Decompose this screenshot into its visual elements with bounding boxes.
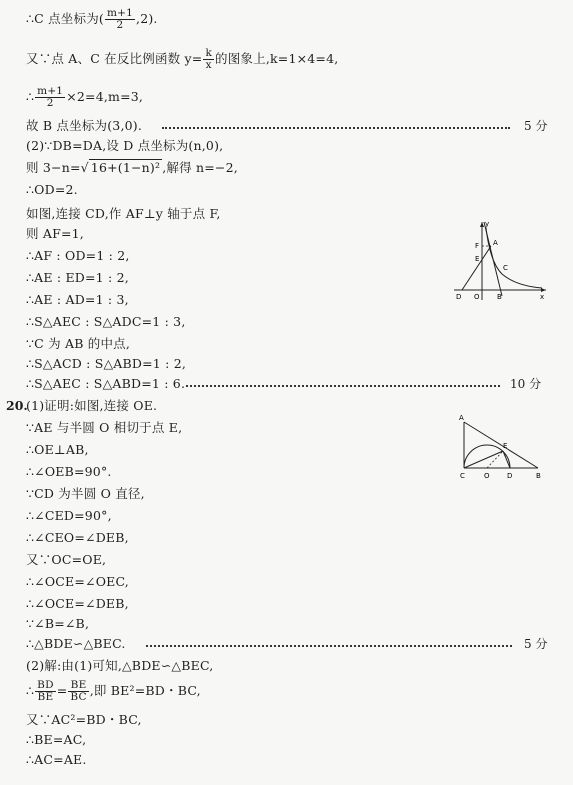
text: ,2). xyxy=(136,11,158,26)
numerator: m+1 xyxy=(106,7,134,19)
line-ac-ae: ∴AC=AE. xyxy=(26,752,87,767)
text: 又∵点 A、C 在反比例函数 y= xyxy=(26,51,203,66)
text: ×2=4,m=3, xyxy=(66,89,144,104)
line-area-ratio-2: ∴S△ACD : S△ABD=1 : 2, xyxy=(26,356,187,371)
text: ∴ xyxy=(26,89,35,104)
line-perpendicular: ∴OE⊥AB, xyxy=(26,442,89,457)
line-midpoint: ∵C 为 AB 的中点, xyxy=(26,336,131,351)
fraction xyxy=(105,8,135,31)
axis-label-y: y xyxy=(485,220,490,228)
line-part2-solution: (2)解:由(1)可知,△BDE∽△BEC, xyxy=(26,658,214,673)
point-label-e: E xyxy=(503,442,508,450)
line-oc-oe: 又∵OC=OE, xyxy=(26,552,107,567)
text: 则 3−n= xyxy=(26,160,81,175)
fraction xyxy=(68,680,88,703)
line-angle-oeb: ∴∠OEB=90°. xyxy=(26,464,112,479)
line-ratio-ae-ed: ∴AE : ED=1 : 2, xyxy=(26,270,129,285)
score-label: 5 分 xyxy=(524,119,548,133)
question-number: 20. xyxy=(6,398,28,413)
line-af: 则 AF=1, xyxy=(26,226,84,241)
line-diameter: ∵CD 为半圆 O 直径, xyxy=(26,486,145,501)
square-root: 16+(1−n)² xyxy=(90,160,161,175)
score-label: 5 分 xyxy=(524,637,548,651)
numerator: BE xyxy=(68,680,88,692)
score-label: 10 分 xyxy=(510,377,542,391)
line-c-coordinate xyxy=(26,8,158,31)
denominator: BE xyxy=(37,691,54,703)
line-angle-ced: ∴∠CED=90°, xyxy=(26,508,112,523)
leader-dots xyxy=(146,645,512,649)
text: ∴ xyxy=(26,683,35,698)
line-tangent: ∵AE 与半圆 O 相切于点 E, xyxy=(26,420,183,435)
line-similar: ∴△BDE∽△BEC. xyxy=(26,636,126,651)
line-be-ac: ∴BE=AC, xyxy=(26,732,87,747)
coordinate-figure xyxy=(450,218,550,302)
text: 的图象上,k=1×4=4, xyxy=(215,51,339,66)
line-ratio-ae-ad: ∴AE : AD=1 : 3, xyxy=(26,292,129,307)
point-label-d: D xyxy=(456,293,462,301)
line-proof-start: (1)证明:如图,连接 OE. xyxy=(26,398,158,413)
line-part2-setup: (2)∵DB=DA,设 D 点坐标为(n,0), xyxy=(26,138,224,153)
text: ∴C 点坐标为( xyxy=(26,11,104,26)
line-construction: 如图,连接 CD,作 AF⊥y 轴于点 F, xyxy=(26,206,221,221)
axis-label-x: x xyxy=(540,293,545,301)
line-od: ∴OD=2. xyxy=(26,182,78,197)
text: ,解得 n=−2, xyxy=(162,160,238,175)
point-label-b: B xyxy=(497,293,502,301)
point-label-c: C xyxy=(460,472,465,480)
line-ac-squared: 又∵AC²=BD・BC, xyxy=(26,712,142,727)
numerator: k xyxy=(205,47,213,59)
line-m-value xyxy=(26,86,143,109)
point-label-a: A xyxy=(459,414,464,422)
denominator: BC xyxy=(70,691,87,703)
line-ratio-af-od: ∴AF : OD=1 : 2, xyxy=(26,248,130,263)
line-solve-n: 则 3−n=√ 16+(1−n)² ,解得 n=−2, xyxy=(26,160,238,175)
point-label-e: E xyxy=(475,255,480,263)
line-angle-b: ∵∠B=∠B, xyxy=(26,616,90,631)
line-angle-oce-deb: ∴∠OCE=∠DEB, xyxy=(26,596,129,611)
line-area-ratio-1: ∴S△AEC : S△ADC=1 : 3, xyxy=(26,314,186,329)
text: = xyxy=(56,683,68,698)
point-label-b: B xyxy=(536,472,541,480)
denominator: x xyxy=(205,59,212,71)
point-label-d: D xyxy=(507,472,513,480)
denominator: 2 xyxy=(46,97,54,109)
line-proportion xyxy=(26,680,201,703)
leader-dots xyxy=(162,127,510,131)
denominator: 2 xyxy=(116,19,124,31)
point-label-f: F xyxy=(475,242,480,250)
point-label-o: O xyxy=(484,472,490,480)
fraction xyxy=(35,86,65,109)
line-angle-ceo: ∴∠CEO=∠DEB, xyxy=(26,530,129,545)
fraction xyxy=(35,680,56,703)
line-area-ratio-3: ∴S△AEC : S△ABD=1 : 6. xyxy=(26,376,186,391)
point-label-c: C xyxy=(503,264,508,272)
point-label-a: A xyxy=(493,239,498,247)
line-angle-oce: ∴∠OCE=∠OEC, xyxy=(26,574,129,589)
line-b-coordinate: 故 B 点坐标为(3,0). xyxy=(26,118,143,133)
fraction xyxy=(203,48,214,71)
numerator: m+1 xyxy=(37,85,64,97)
leader-dots xyxy=(186,385,500,389)
text: ,即 BE²=BD・BC, xyxy=(89,683,201,698)
line-inverse-function xyxy=(26,48,338,71)
point-label-o: O xyxy=(474,293,480,301)
semicircle-figure xyxy=(456,410,548,484)
numerator: BD xyxy=(37,679,54,691)
